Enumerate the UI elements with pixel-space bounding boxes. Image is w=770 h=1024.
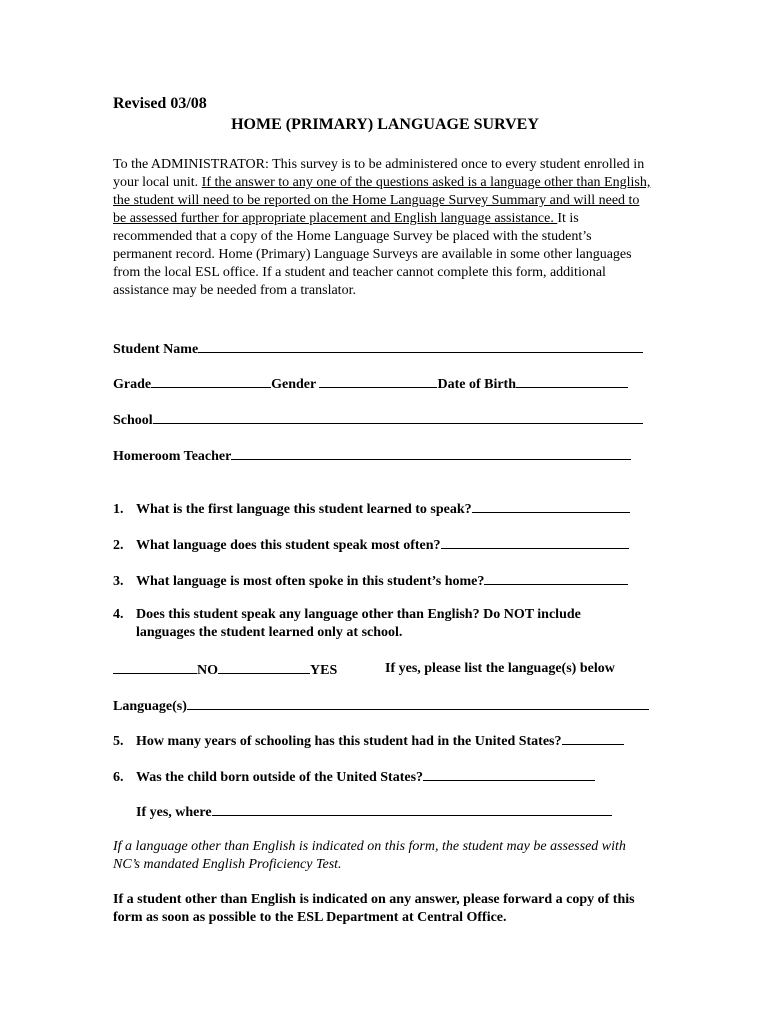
if-yes-where-row: [136, 802, 612, 822]
if-yes-where-field[interactable]: [212, 802, 612, 816]
yes-no-row: [113, 660, 337, 680]
school-row: [113, 410, 643, 430]
student-name-row: [113, 339, 643, 359]
if-yes-where-label: If yes, where: [136, 805, 212, 820]
student-name-field[interactable]: [198, 339, 643, 353]
question-6: [113, 767, 595, 787]
languages-label: Language(s): [113, 699, 187, 714]
gender-field[interactable]: [319, 374, 437, 388]
yes-label: YES: [310, 663, 338, 678]
languages-row: [113, 696, 649, 716]
grade-gender-dob-row: [113, 374, 628, 394]
grade-field[interactable]: [151, 374, 271, 388]
yes-answer-field[interactable]: [218, 660, 310, 674]
student-name-label: Student Name: [113, 342, 199, 357]
no-label: NO: [197, 663, 218, 678]
school-label: School: [113, 413, 153, 428]
intro-underlined-text: If the answer to any one of the questions asked is a language other than English, the student will need to be reported on the Home Language Survey Summary and will need to be assessed further for appropriate placement and English language assistance.: [113, 175, 651, 226]
intro-text-2: It is recommended that a copy of the Home Language Survey be placed with the student’s permanent record. Home (Primary) Language Surveys are available in some other languages from the local ESL office. If a student and teacher cannot complete this form, additional assistance may be needed from a translator.: [113, 211, 632, 298]
no-answer-field[interactable]: [113, 660, 197, 674]
intro-paragraph: [113, 156, 653, 300]
question-5: [113, 731, 624, 751]
question-3-answer-field[interactable]: [484, 571, 628, 585]
question-2: [113, 535, 629, 555]
forward-instruction: If a student other than English is indicated on any answer, please forward a copy of this form as soon as possible to the ESL Department at Central Office.: [113, 892, 635, 925]
dob-label: Date of Birth: [437, 377, 517, 392]
question-3: [113, 571, 628, 591]
revised-date: Revised 03/08: [113, 95, 207, 112]
intro-text-1: To the ADMINISTRATOR: This survey is to be administered once to every student enrolled in your local unit.: [113, 157, 645, 190]
question-3-text: What language is most often spoke in this student’s home?: [136, 574, 485, 589]
languages-field[interactable]: [187, 696, 649, 710]
question-6-text: Was the child born outside of the United States?: [136, 770, 424, 785]
question-6-number: 6.: [113, 770, 124, 785]
question-4: [113, 606, 581, 624]
homeroom-teacher-label: Homeroom Teacher: [113, 449, 232, 464]
if-yes-list-instruction: If yes, please list the language(s) below: [385, 661, 615, 676]
homeroom-teacher-field[interactable]: [231, 446, 631, 460]
question-5-number: 5.: [113, 734, 124, 749]
gender-label: Gender: [271, 377, 316, 392]
grade-label: Grade: [113, 377, 152, 392]
question-1-number: 1.: [113, 502, 124, 517]
question-4-number: 4.: [113, 607, 124, 622]
homeroom-teacher-row: [113, 446, 631, 466]
question-1: [113, 499, 630, 519]
question-2-text: What language does this student speak most often?: [136, 538, 441, 553]
question-3-number: 3.: [113, 574, 124, 589]
dob-field[interactable]: [516, 374, 628, 388]
question-4-text-line1: Does this student speak any language other than English? Do NOT include: [136, 607, 581, 622]
question-6-answer-field[interactable]: [423, 767, 595, 781]
page-title: HOME (PRIMARY) LANGUAGE SURVEY: [231, 116, 539, 133]
question-5-answer-field[interactable]: [562, 731, 624, 745]
question-4-line2: languages the student learned only at school.: [136, 625, 403, 640]
question-1-text: What is the first language this student learned to speak?: [136, 502, 472, 517]
school-field[interactable]: [153, 410, 643, 424]
question-2-answer-field[interactable]: [441, 535, 629, 549]
question-5-text: How many years of schooling has this student had in the United States?: [136, 734, 562, 749]
assessment-note: If a language other than English is indicated on this form, the student may be assessed with NC’s mandated English Proficiency Test.: [113, 839, 626, 872]
question-2-number: 2.: [113, 538, 124, 553]
question-1-answer-field[interactable]: [472, 499, 630, 513]
